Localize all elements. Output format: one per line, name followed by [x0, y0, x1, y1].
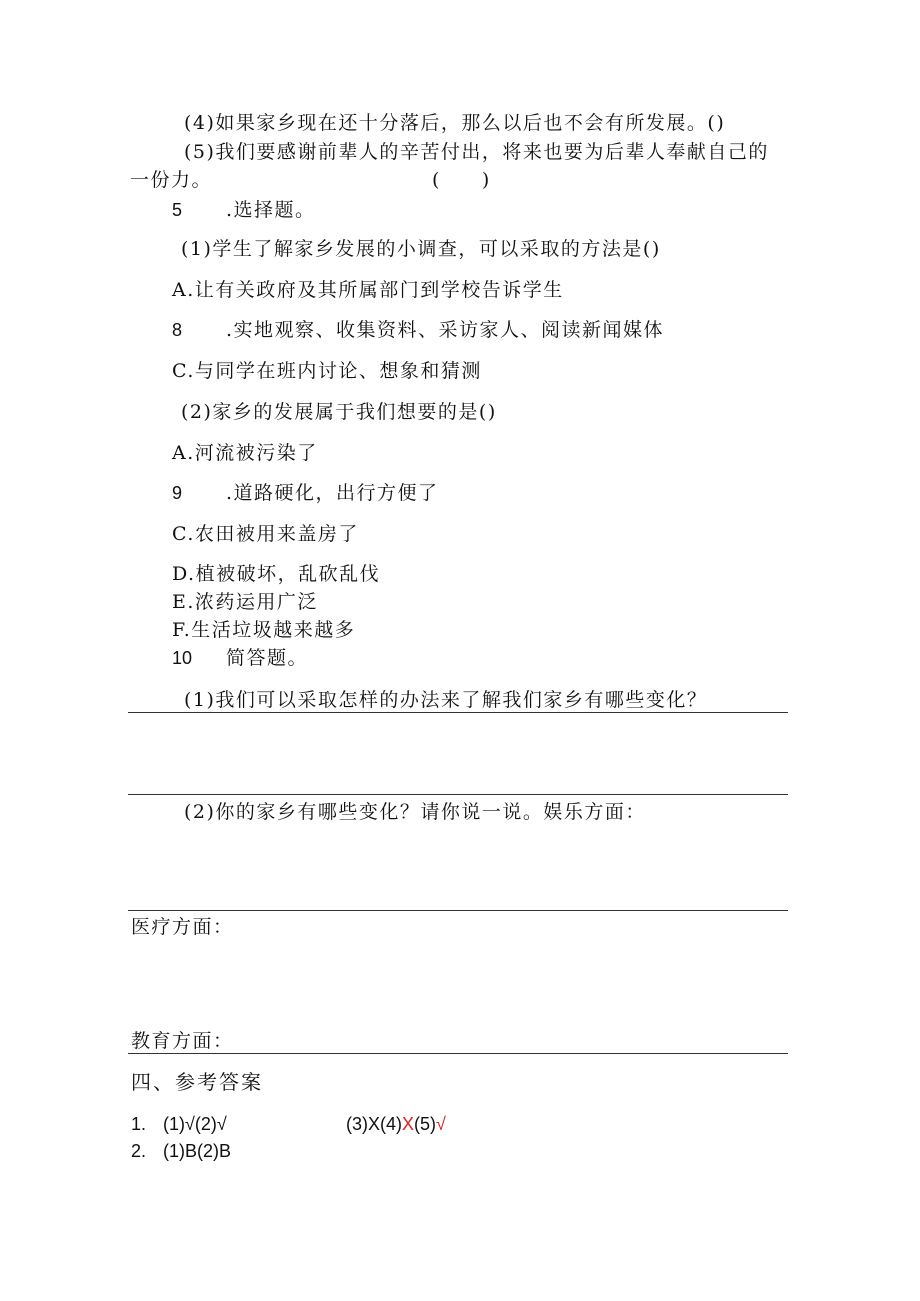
judge-q5-line1: (5)我们要感谢前辈人的辛苦付出，将来也要为后辈人奉献自己的 — [184, 141, 769, 163]
answer-line-q1 — [128, 712, 788, 713]
choice-q1-stem: (1)学生了解家乡发展的小调查，可以采取的方法是() — [181, 238, 661, 260]
answer-row-1-part-b — [346, 1112, 446, 1136]
choice-q2-stem: (2)家乡的发展属于我们想要的是() — [181, 401, 497, 423]
choice-q2-option-e: E.浓药运用广泛 — [172, 591, 318, 613]
choice-q1-option-c: C.与同学在班内讨论、想象和猜测 — [172, 360, 482, 382]
answer-row-2-number: 2. — [131, 1141, 147, 1161]
section-number-5: 5 — [172, 200, 183, 220]
choice-q2-option-d: D.植被破坏，乱砍乱伐 — [172, 563, 381, 585]
answer-line-q1-b — [128, 794, 788, 795]
short-answer-q1: (1)我们可以采取怎样的办法来了解我们家乡有哪些变化？ — [184, 689, 708, 711]
answer-row-1-number: 1. — [131, 1114, 147, 1134]
answers-heading: 四、参考答案 — [131, 1070, 263, 1094]
answer-correction-check: √ — [436, 1114, 446, 1134]
answer-row-1-part-b-text: (3)X(4) — [346, 1114, 403, 1134]
answer-row-2-part-a: (1)B(2)B — [163, 1141, 232, 1161]
choice-q1-option-b-number: 8 — [172, 320, 183, 340]
answer-correction-x: X — [402, 1114, 415, 1134]
choice-q2-option-b-number: 9 — [172, 483, 183, 503]
choice-q2-option-a: A.河流被污染了 — [172, 442, 318, 464]
answer-row-1-part-a: (1)√(2)√ — [163, 1114, 227, 1134]
judge-q5-line2: 一份力。 — [130, 169, 213, 191]
short-answer-title: 简答题。 — [226, 647, 309, 669]
short-answer-q2: (2)你的家乡有哪些变化？请你说一说。娱乐方面： — [184, 801, 646, 823]
education-label: 教育方面： — [131, 1030, 234, 1052]
answer-row-1-part-d: (5) — [414, 1114, 437, 1134]
choice-q2-option-c: C.农田被用来盖房了 — [172, 523, 359, 545]
judge-q4: (4)如果家乡现在还十分落后，那么以后也不会有所发展。() — [184, 112, 726, 134]
section-number-10: 10 — [172, 648, 193, 668]
choice-q2-option-b: .道路硬化，出行方便了 — [226, 482, 439, 504]
answer-line-entertainment — [128, 910, 788, 911]
medical-label: 医疗方面： — [131, 916, 234, 938]
answer-line-education — [128, 1053, 788, 1054]
choice-section-title: .选择题。 — [226, 199, 316, 221]
judge-q5-blank: ( ) — [432, 169, 491, 191]
choice-q2-option-f: F.生活垃圾越来越多 — [172, 619, 356, 641]
choice-q1-option-b: .实地观察、收集资料、采访家人、阅读新闻媒体 — [226, 319, 665, 341]
choice-q1-option-a: A.让有关政府及其所属部门到学校告诉学生 — [172, 279, 564, 301]
